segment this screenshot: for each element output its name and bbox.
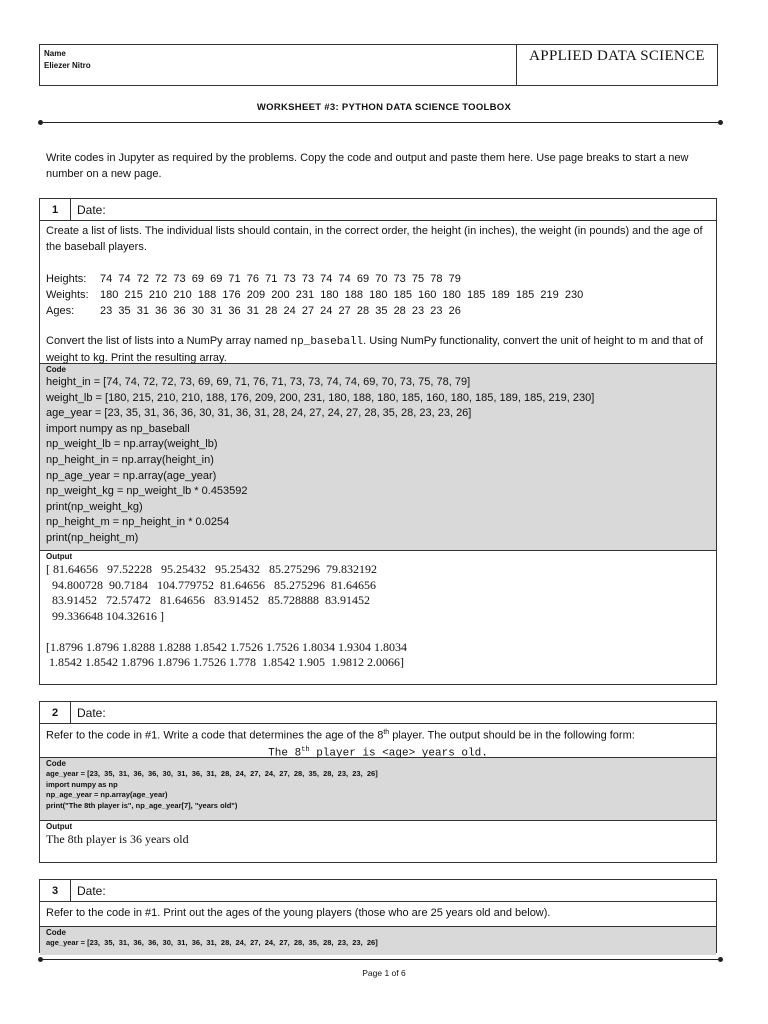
problem-2-header	[40, 702, 716, 724]
code-line: age_year = [23, 35, 31, 36, 36, 30, 31, 36, 31, 28, 24, 27, 24, 27, 28, 35, 28, 23, 23, 26]	[46, 769, 378, 778]
p2-desc-a: Refer to the code in #1. Write a code that determines the age of the 8	[46, 729, 384, 742]
problem-1-code	[40, 364, 716, 551]
code-line: np_height_m = np_height_in * 0.0254	[46, 516, 230, 529]
output-label: Output	[46, 552, 73, 561]
problem-3-description: Refer to the code in #1. Print out the ages of the young players (those who are 25 years old and below).	[40, 902, 716, 927]
name-label: Name	[44, 49, 66, 58]
top-rule	[41, 122, 721, 123]
problem-3-date: Date:	[77, 883, 106, 898]
code-line: print("The 8th player is", np_age_year[7], "years old")	[46, 800, 238, 810]
code-label: Code	[46, 365, 66, 374]
output-line: 94.800728 90.7184 104.779752 81.64656 85.275296 81.64656	[46, 577, 376, 592]
p1-convert-text	[46, 333, 710, 366]
problem-3-header	[40, 880, 716, 902]
code-line: print(np_weight_kg)	[46, 500, 143, 513]
code-line: height_in = [74, 74, 72, 72, 73, 69, 69, 71, 76, 71, 73, 73, 74, 74, 69, 70, 73, 75, 78, 79]	[46, 376, 471, 388]
heights-label: Heights:	[46, 273, 87, 285]
code-line: np_weight_kg = np_weight_lb * 0.453592	[46, 485, 248, 498]
problem-1-description	[40, 221, 716, 364]
output-line	[46, 624, 710, 640]
p2-desc-text	[46, 726, 710, 743]
output-line: [ 81.64656 97.52228 95.25432 95.25432 85.275296 79.832192	[46, 562, 377, 576]
problem-3	[39, 879, 717, 953]
weights-values: 180 215 210 210 188 176 209 200 231 180 188 180 185 160 180 185 189 185 219 230	[100, 289, 584, 301]
p2-form-a: The 8	[268, 747, 302, 760]
p1-convert-a: Convert the list of lists into a NumPy array named	[46, 335, 291, 347]
problem-1-header	[40, 199, 716, 221]
code-line: age_year = [23, 35, 31, 36, 36, 30, 31, 36, 31, 28, 24, 27, 24, 27, 28, 35, 28, 23, 23, 26]	[46, 407, 472, 420]
code-lines	[46, 769, 710, 811]
instructions: Write codes in Jupyter as required by the problems. Copy the code and output and paste them here. Use page breaks to start a new number on a new page.	[46, 152, 689, 180]
p2-desc-b: player. The output should be in the following form:	[389, 729, 635, 742]
output-line: 83.91452 72.57472 81.64656 83.91452 85.728888 83.91452	[46, 593, 370, 607]
p1-desc-text: Create a list of lists. The individual lists should contain, in the correct order, the height (in inches), the weight (in pounds) and the age of the baseball players.	[46, 225, 703, 253]
weights-row	[46, 287, 710, 303]
ages-label: Ages:	[46, 305, 75, 317]
problem-1-number: 1	[40, 199, 71, 220]
p2-form-sup: th	[301, 745, 310, 754]
code-line: np_weight_lb = np.array(weight_lb)	[46, 438, 218, 451]
code-label: Code	[46, 759, 66, 768]
np-baseball-name: np_baseball	[290, 336, 364, 348]
output-text: The 8th player is 36 years old	[46, 832, 189, 846]
weights-label: Weights:	[46, 289, 89, 301]
code-line: weight_lb = [180, 215, 210, 210, 188, 176, 209, 200, 231, 180, 188, 180, 185, 160, 180, 185, 189, 185, 219, 230]	[46, 391, 595, 404]
problem-1	[39, 198, 717, 685]
output-line: [1.8796 1.8796 1.8288 1.8288 1.8542 1.7526 1.7526 1.8034 1.9304 1.8034	[46, 639, 407, 654]
code-lines	[46, 938, 710, 949]
code-label: Code	[46, 928, 66, 937]
rule-dot-right	[718, 120, 723, 125]
problem-2-date: Date:	[77, 705, 106, 720]
ages-values: 23 35 31 36 36 30 31 36 31 28 24 27 24 27 28 35 28 23 23 26	[100, 305, 461, 317]
heights-values: 74 74 72 72 73 69 69 71 76 71 73 73 74 74 69 70 73 75 78 79	[100, 273, 461, 285]
worksheet-title: WORKSHEET #3: PYTHON DATA SCIENCE TOOLBOX	[256, 102, 512, 113]
course-title: APPLIED DATA SCIENCE	[529, 48, 705, 64]
output-lines	[46, 562, 710, 671]
header-box	[39, 44, 718, 86]
output-label: Output	[46, 822, 73, 831]
problem-3-code	[40, 927, 716, 955]
code-line: import numpy as np_baseball	[46, 422, 190, 435]
problem-2-description	[40, 724, 716, 758]
problem-1-output	[40, 551, 716, 672]
problem-2-code	[40, 758, 716, 821]
name-block	[40, 45, 517, 85]
output-line: 1.8542 1.8542 1.8796 1.8796 1.7526 1.778 1.8542 1.905 1.9812 2.0066]	[46, 655, 404, 669]
code-line: print(np_height_m)	[46, 531, 139, 544]
code-line: age_year = [23, 35, 31, 36, 36, 30, 31, 36, 31, 28, 24, 27, 24, 27, 28, 35, 28, 23, 23, 26]	[46, 938, 378, 947]
problem-2	[39, 701, 717, 863]
problem-1-date: Date:	[77, 202, 106, 217]
code-line: np_age_year = np.array(age_year)	[46, 790, 168, 799]
problem-2-output	[40, 821, 716, 849]
p1-convert-b: . Using NumPy functionality, convert the unit of height to m and that of weight to kg. Print the resulting array.	[46, 335, 703, 364]
page-number: Page 1 of 6	[362, 968, 406, 978]
footer-dot-right	[718, 957, 723, 962]
name-value: Eliezer Nitro	[44, 61, 91, 70]
ages-row	[46, 303, 710, 319]
problem-3-number: 3	[40, 880, 71, 901]
p2-form-b: player is <age> years old.	[309, 747, 488, 760]
problem-2-number: 2	[40, 702, 71, 723]
code-line: np_age_year = np.array(age_year)	[46, 469, 217, 482]
footer-rule	[41, 959, 721, 960]
code-lines	[46, 375, 710, 547]
heights-row	[46, 271, 710, 287]
output-line: 99.336648 104.32616 ]	[46, 608, 164, 623]
code-line: import numpy as np	[46, 779, 118, 789]
p2-desc-sup: th	[383, 729, 390, 736]
code-line: np_height_in = np.array(height_in)	[46, 453, 214, 466]
